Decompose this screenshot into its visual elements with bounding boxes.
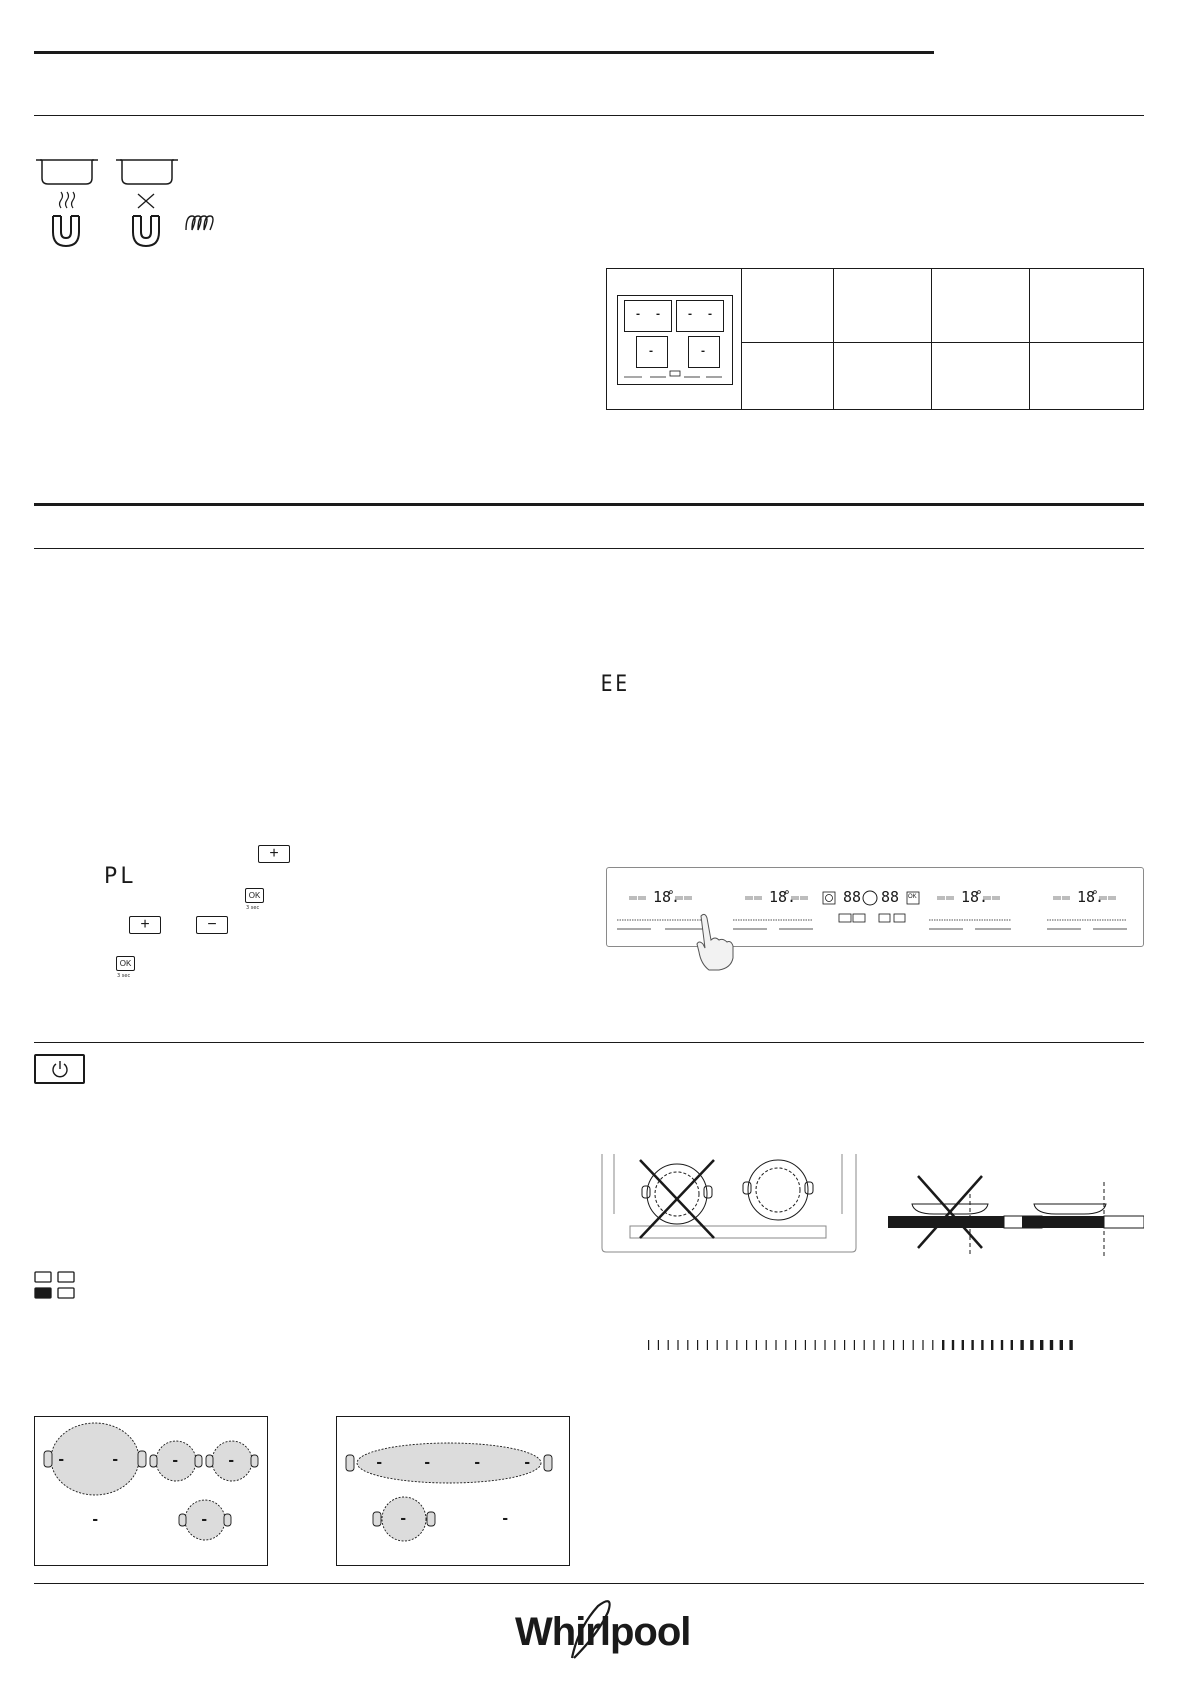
zone-display-1: 18.	[653, 888, 681, 906]
ok-hold-note: 3 sec	[246, 905, 260, 911]
scale-tick	[717, 1340, 718, 1350]
table-row-divider	[741, 342, 1143, 343]
ok-button-icon: OK	[116, 956, 135, 971]
zone-config-box-2	[336, 1416, 570, 1566]
scale-tick	[746, 1340, 747, 1350]
power-button-icon	[34, 1054, 85, 1084]
zone-display-4: 18.	[1077, 888, 1105, 906]
display-pl: PL	[104, 864, 137, 889]
panel-ok-label: OK	[908, 894, 917, 900]
zone-marker: -	[399, 1511, 408, 1527]
pan-placement-illustration	[600, 1154, 1144, 1256]
scale-tick	[903, 1340, 904, 1350]
scale-tick	[677, 1340, 678, 1350]
scale-tick	[893, 1340, 894, 1350]
zone-marker: -	[423, 1455, 432, 1471]
zone-marker: -	[91, 1512, 100, 1528]
whirlpool-logo: Whirlpool	[515, 1610, 691, 1654]
scale-tick	[1020, 1340, 1023, 1350]
table-col	[1029, 269, 1030, 409]
zones-table	[606, 268, 1144, 410]
scale-tick	[981, 1340, 983, 1350]
zone-marker: -	[655, 309, 662, 320]
scale-tick	[991, 1340, 993, 1350]
scale-tick	[736, 1340, 737, 1350]
section-3-rule	[34, 1042, 1144, 1043]
pot-icon	[116, 160, 178, 184]
timer-display-left: 88	[843, 888, 862, 906]
scale-tick	[854, 1340, 855, 1350]
scale-tick	[913, 1340, 914, 1350]
scale-tick	[805, 1340, 806, 1350]
scale-tick	[775, 1340, 776, 1350]
zone-marker: -	[635, 309, 642, 320]
error-display-ee: EE	[600, 672, 630, 697]
zone-config-drawing	[337, 1417, 569, 1565]
zone-marker: -	[687, 309, 694, 320]
zone-display-2: 18.	[769, 888, 797, 906]
zone-marker: -	[200, 1512, 209, 1528]
cross-icon	[138, 194, 154, 208]
scale-tick	[1050, 1340, 1053, 1350]
control-panel-illustration	[606, 867, 1144, 947]
section-2-thick-rule	[34, 503, 1144, 506]
magnet-icon	[53, 216, 79, 246]
table-col	[741, 269, 742, 409]
zone-marker: -	[648, 346, 655, 357]
scale-tick	[726, 1340, 727, 1350]
scale-tick	[795, 1340, 796, 1350]
timer-display-right: 88	[881, 888, 900, 906]
scale-tick	[1060, 1340, 1063, 1350]
coil-icon	[186, 216, 213, 230]
scale-tick	[756, 1340, 757, 1350]
zone-marker: -	[111, 1452, 120, 1468]
table-col	[931, 269, 932, 409]
scale-tick	[922, 1340, 923, 1350]
footer-rule	[34, 1583, 1144, 1584]
zone-layout-icon	[34, 1271, 78, 1301]
scale-tick	[668, 1340, 669, 1350]
ok-hold-note: 3 sec	[117, 973, 131, 979]
scale-tick	[785, 1340, 786, 1350]
ok-button-icon: OK	[245, 888, 264, 903]
scale-tick	[864, 1340, 865, 1350]
scale-tick	[687, 1340, 688, 1350]
section-1-rule	[34, 115, 1144, 116]
scale-tick	[844, 1340, 845, 1350]
zone-marker: -	[473, 1455, 482, 1471]
scale-tick	[971, 1340, 973, 1350]
plus-button-icon: +	[258, 845, 290, 863]
induction-compatibility-icon	[34, 150, 234, 250]
display-segments	[607, 868, 1143, 946]
logo-swoosh-icon	[568, 1598, 618, 1664]
mini-control-strip	[622, 370, 726, 380]
scale-tick	[883, 1340, 884, 1350]
zone-marker: -	[501, 1511, 510, 1527]
scale-tick	[873, 1340, 874, 1350]
zone-marker: -	[375, 1455, 384, 1471]
scale-tick	[648, 1340, 649, 1350]
heat-waves-icon	[60, 192, 75, 208]
power-icon	[50, 1059, 70, 1079]
scale-tick	[1040, 1340, 1043, 1350]
plus-button-icon: +	[129, 916, 161, 934]
zone-marker: -	[523, 1455, 532, 1471]
scale-tick	[1011, 1340, 1013, 1350]
scale-tick	[824, 1340, 825, 1350]
table-col	[833, 269, 834, 409]
zone-config-box-1	[34, 1416, 268, 1566]
zone-display-3: 18.	[961, 888, 989, 906]
scale-tick	[766, 1340, 767, 1350]
zone-config-drawing	[35, 1417, 267, 1565]
scale-tick	[1001, 1340, 1003, 1350]
minus-button-icon: −	[196, 916, 228, 934]
cooking-zone-2	[676, 300, 724, 332]
scale-tick	[932, 1340, 933, 1350]
scale-tick	[942, 1340, 944, 1350]
zone-marker: -	[227, 1453, 236, 1469]
zone-marker: -	[700, 346, 707, 357]
scale-tick	[697, 1340, 698, 1350]
zone-marker: -	[57, 1452, 66, 1468]
magnet-icon	[133, 216, 159, 246]
scale-tick	[962, 1340, 964, 1350]
scale-tick	[834, 1340, 835, 1350]
pot-icon	[36, 160, 98, 184]
top-thick-rule	[34, 51, 934, 54]
zone-marker: -	[707, 309, 714, 320]
scale-tick	[1030, 1340, 1033, 1350]
scale-tick	[815, 1340, 816, 1350]
hob-diagram	[617, 295, 733, 385]
scale-tick	[658, 1340, 659, 1350]
cooking-zone-1	[624, 300, 672, 332]
scale-tick	[1069, 1340, 1072, 1350]
scale-tick	[952, 1340, 954, 1350]
zone-marker: -	[171, 1453, 180, 1469]
section-2-thin-rule	[34, 548, 1144, 549]
power-level-scale	[648, 1340, 1084, 1352]
scale-tick	[707, 1340, 708, 1350]
hand-touch-icon	[691, 912, 741, 972]
